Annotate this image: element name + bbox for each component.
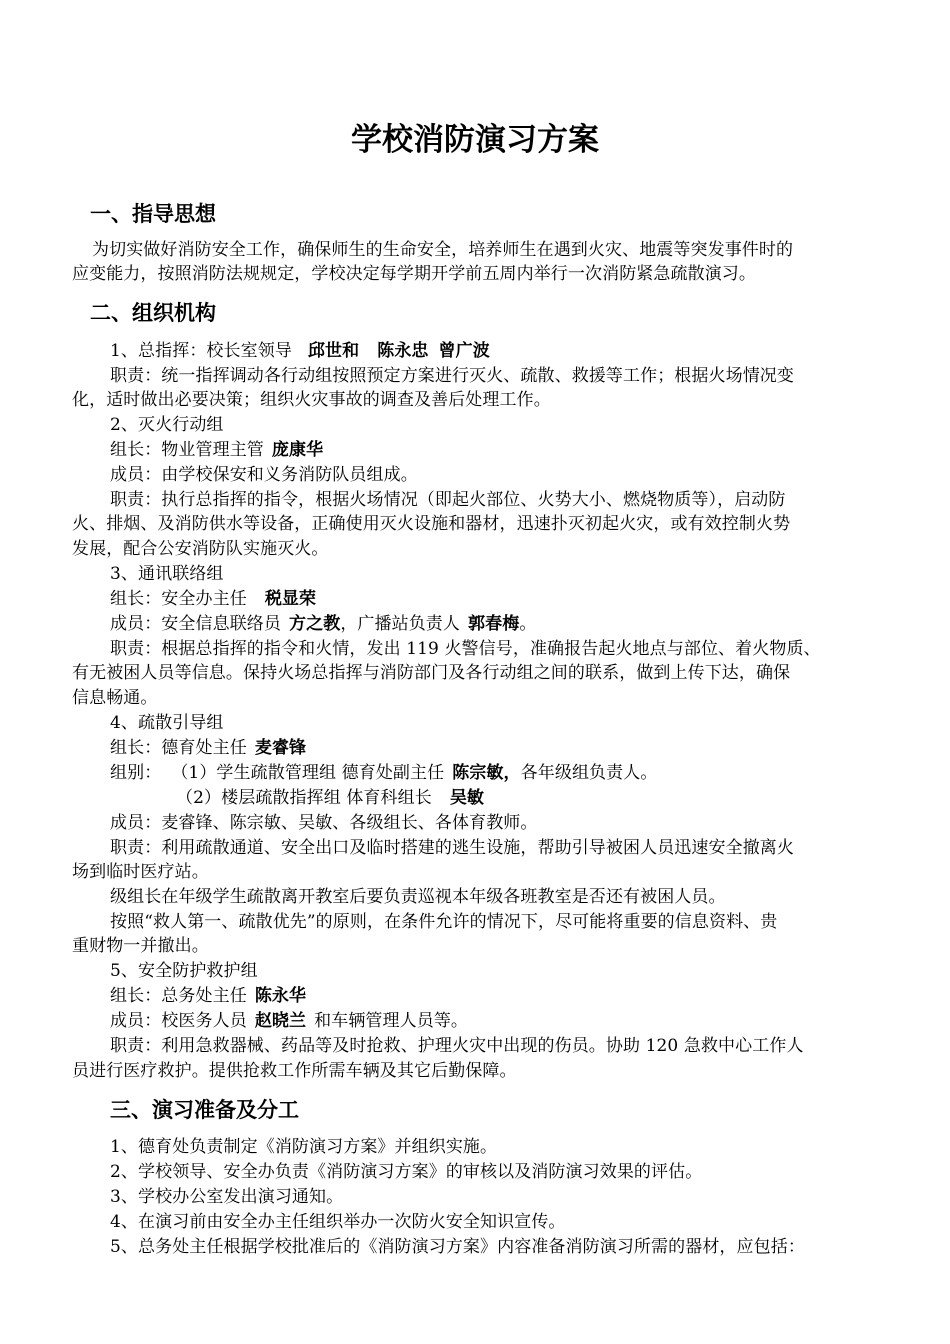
group-leader-line: [110, 438, 323, 462]
person-name: 陈永华: [254, 986, 307, 1006]
person-name: 方之教: [289, 614, 341, 634]
group-members-line: [110, 1009, 468, 1033]
members-text: ，广播站负责人: [340, 614, 461, 634]
section-heading-guiding-ideology: 一、指导思想: [90, 202, 216, 226]
commander-line: [110, 339, 490, 363]
section-heading-preparation: 三、演习准备及分工: [110, 1098, 299, 1122]
subgroup-line: [110, 761, 657, 785]
paragraph-line: 场到临时医疗站。: [72, 862, 209, 882]
person-name: 吴敏: [449, 788, 485, 808]
list-item: 4、在演习前由安全办主任组织举办一次防火安全知识宣传。: [110, 1212, 566, 1232]
subgroup-text: 各年级组负责人。: [520, 763, 658, 783]
commander-label: 1、总指挥：校长室领导: [110, 341, 292, 361]
subgroup-text: （2）楼层疏散指挥组 体育科组长: [176, 788, 432, 808]
group-title: 5、安全防护救护组: [110, 961, 258, 981]
group-title: 3、通讯联络组: [110, 564, 224, 584]
leader-label: 组长：总务处主任: [110, 986, 247, 1006]
members-label: 成员：安全信息联络员: [110, 614, 281, 634]
paragraph-line: 为切实做好消防安全工作，确保师生的生命安全，培养师生在遇到火灾、地震等突发事件时的: [92, 240, 794, 260]
paragraph-line: 员进行医疗救护。提供抢救工作所需车辆及其它后勤保障。: [72, 1061, 517, 1081]
person-name: 曾广波: [438, 341, 490, 361]
paragraph-line: 信息畅通。: [72, 688, 158, 708]
person-name: 麦睿锋: [254, 738, 307, 758]
paragraph-line: 化，适时做出必要决策；组织火灾事故的调查及善后处理工作。: [72, 390, 551, 410]
paragraph-line: 职责：统一指挥调动各行动组按照预定方案进行灭火、疏散、救援等工作；根据火场情况变: [110, 366, 794, 386]
paragraph-line: 火、排烟、及消防供水等设备，正确使用灭火设施和器材，迅速扑灭初起火灾，或有效控制火势: [72, 514, 791, 534]
list-item: 1、德育处负责制定《消防演习方案》并组织实施。: [110, 1137, 498, 1157]
subgroup-line: [176, 786, 484, 810]
group-title: 2、灭火行动组: [110, 415, 224, 435]
person-name: 陈永忠: [377, 341, 429, 361]
document-title: 学校消防演习方案: [351, 122, 599, 158]
group-members-line: [110, 612, 536, 636]
leader-label: 组长：安全办主任: [110, 589, 247, 609]
section-heading-organization: 二、组织机构: [90, 301, 216, 325]
paragraph-line: 职责：执行总指挥的指令，根据火场情况（即起火部位、火势大小、燃烧物质等），启动防: [110, 490, 786, 510]
subgroup-text: （1）学生疏散管理组 德育处副主任: [171, 763, 445, 783]
person-name: 庞康华: [271, 440, 324, 460]
person-name: 税显荣: [264, 589, 317, 609]
paragraph-line: 级组长在年级学生疏散离开教室后要负责巡视本年级各班教室是否还有被困人员。: [110, 887, 726, 907]
punctuation: 。: [519, 614, 537, 634]
paragraph-line: 成员：由学校保安和义务消防队员组成。: [110, 465, 418, 485]
paragraph-line: 职责：利用疏散通道、安全出口及临时搭建的逃生设施，帮助引导被困人员迅速安全撤离火: [110, 838, 794, 858]
paragraph-line: 应变能力，按照消防法规规定，学校决定每学期开学前五周内举行一次消防紧急疏散演习。: [72, 264, 756, 284]
person-name: 邱世和: [307, 341, 360, 361]
members-text: 和车辆管理人员等。: [314, 1011, 469, 1031]
group-leader-line: [110, 736, 306, 760]
members-label: 成员：校医务人员: [110, 1011, 247, 1031]
list-item: 3、学校办公室发出演习通知。: [110, 1187, 344, 1207]
person-name: 陈宗敏，: [452, 763, 521, 783]
subgroup-label: 组别：: [110, 763, 162, 783]
person-name: 赵晓兰: [254, 1011, 307, 1031]
list-item: 5、总务处主任根据学校批准后的《消防演习方案》内容准备消防演习所需的器材，应包括：: [110, 1237, 805, 1257]
paragraph-line: 职责：根据总指挥的指令和火情，发出 119 火警信号，准确报告起火地点与部位、着火物质、: [110, 639, 821, 659]
paragraph-line: 职责：利用急救器械、药品等及时抢救、护理火灾中出现的伤员。协助 120 急救中心工作人: [110, 1036, 804, 1056]
paragraph-line: 重财物一并撤出。: [72, 936, 209, 956]
group-title: 4、疏散引导组: [110, 713, 224, 733]
list-item: 2、学校领导、安全办负责《消防演习方案》的审核以及消防演习效果的评估。: [110, 1162, 703, 1182]
person-name: 郭春梅: [468, 614, 520, 634]
leader-label: 组长：物业管理主管: [110, 440, 264, 460]
paragraph-line: 按照“救人第一、疏散优先”的原则，在条件允许的情况下，尽可能将重要的信息资料、贵: [110, 912, 778, 932]
paragraph-line: 有无被困人员等信息。保持火场总指挥与消防部门及各行动组之间的联系，做到上传下达，确保: [72, 663, 791, 683]
leader-label: 组长：德育处主任: [110, 738, 247, 758]
group-leader-line: [110, 984, 306, 1008]
paragraph-line: 成员：麦睿锋、陈宗敏、吴敏、各级组长、各体育教师。: [110, 813, 538, 833]
group-leader-line: [110, 587, 316, 611]
paragraph-line: 发展，配合公安消防队实施灭火。: [72, 539, 329, 559]
